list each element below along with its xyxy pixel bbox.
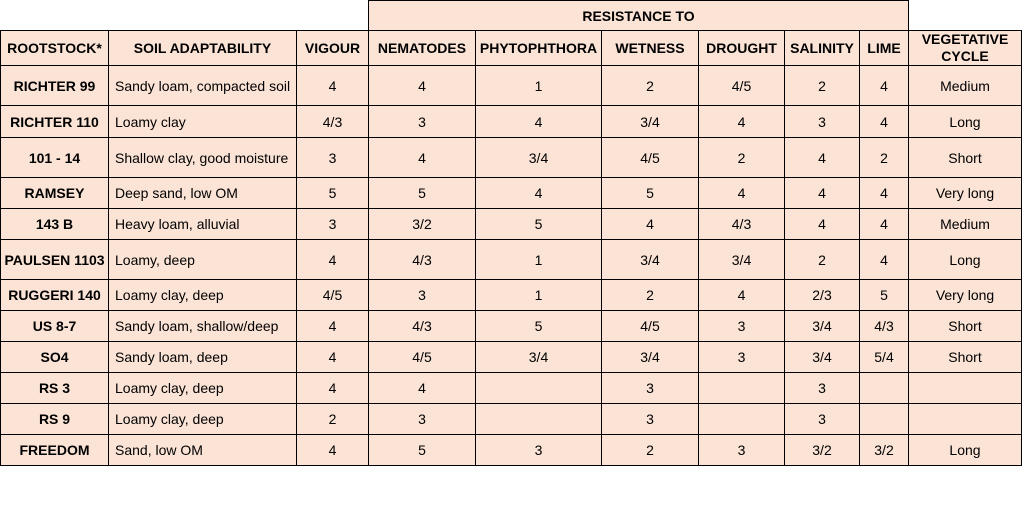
salinity-cell: 3/2: [785, 435, 860, 466]
drought-cell: [699, 373, 785, 404]
vigour-cell: 3: [297, 138, 369, 178]
salinity-cell: 2: [785, 66, 860, 106]
rootstock-cell: RICHTER 110: [1, 106, 109, 138]
rootstock-cell: RS 9: [1, 404, 109, 435]
rootstock-cell: 101 - 14: [1, 138, 109, 178]
wetness-cell: 5: [602, 178, 699, 209]
soil-adaptability-cell: Loamy clay, deep: [109, 280, 297, 311]
salinity-cell: 3/4: [785, 342, 860, 373]
lime-cell: 4: [860, 66, 909, 106]
soil-adaptability-cell: Shallow clay, good moisture: [109, 138, 297, 178]
phytophthora-cell: 3: [476, 435, 602, 466]
drought-cell: 4: [699, 178, 785, 209]
wetness-cell: 3/4: [602, 342, 699, 373]
vegetative-cycle-cell: Short: [909, 342, 1022, 373]
rootstock-cell: SO4: [1, 342, 109, 373]
lime-cell: [860, 373, 909, 404]
drought-cell: 3: [699, 342, 785, 373]
vigour-cell: 4: [297, 240, 369, 280]
salinity-cell: 3/4: [785, 311, 860, 342]
nematodes-cell: 3/2: [369, 209, 476, 240]
vegetative-cycle-cell: Medium: [909, 66, 1022, 106]
phytophthora-cell: 3/4: [476, 342, 602, 373]
soil-adaptability-cell: Loamy clay, deep: [109, 404, 297, 435]
phytophthora-cell: 4: [476, 178, 602, 209]
phytophthora-cell: [476, 373, 602, 404]
phytophthora-cell: 5: [476, 209, 602, 240]
phytophthora-cell: [476, 404, 602, 435]
rootstock-cell: RICHTER 99: [1, 66, 109, 106]
table-row: [1, 138, 1022, 178]
wetness-cell: 4/5: [602, 311, 699, 342]
nematodes-cell: 3: [369, 280, 476, 311]
group-header-row: [1, 1, 1022, 31]
vigour-cell: 4: [297, 342, 369, 373]
vigour-cell: 4: [297, 66, 369, 106]
soil-adaptability-cell: Loamy, deep: [109, 240, 297, 280]
table-row: [1, 342, 1022, 373]
lime-cell: 4: [860, 178, 909, 209]
vegetative-cycle-cell: Long: [909, 435, 1022, 466]
nematodes-cell: 5: [369, 178, 476, 209]
soil-adaptability-cell: Loamy clay, deep: [109, 373, 297, 404]
column-header-row: [1, 31, 1022, 66]
table-row: [1, 311, 1022, 342]
drought-cell: 3: [699, 435, 785, 466]
vegetative-cycle-cell: Long: [909, 106, 1022, 138]
wetness-cell: 2: [602, 280, 699, 311]
lime-cell: 2: [860, 138, 909, 178]
lime-cell: 4/3: [860, 311, 909, 342]
vegetative-cycle-cell: Short: [909, 311, 1022, 342]
drought-cell: 4: [699, 106, 785, 138]
vigour-cell: 4: [297, 373, 369, 404]
header-lime: LIME: [860, 31, 909, 66]
drought-cell: 4/5: [699, 66, 785, 106]
salinity-cell: 2/3: [785, 280, 860, 311]
vigour-cell: 3: [297, 209, 369, 240]
nematodes-cell: 3: [369, 106, 476, 138]
nematodes-cell: 4: [369, 66, 476, 106]
header-wetness: WETNESS: [602, 31, 699, 66]
vegetative-cycle-cell: Very long: [909, 178, 1022, 209]
wetness-cell: 3/4: [602, 240, 699, 280]
lime-cell: 3/2: [860, 435, 909, 466]
vegetative-cycle-cell: [909, 404, 1022, 435]
soil-adaptability-cell: Deep sand, low OM: [109, 178, 297, 209]
lime-cell: 5/4: [860, 342, 909, 373]
lime-cell: 5: [860, 280, 909, 311]
vigour-cell: 5: [297, 178, 369, 209]
wetness-cell: 4/5: [602, 138, 699, 178]
drought-cell: 4: [699, 280, 785, 311]
salinity-cell: 4: [785, 138, 860, 178]
vegetative-cycle-cell: Short: [909, 138, 1022, 178]
vegetative-cycle-cell: Medium: [909, 209, 1022, 240]
rootstock-cell: RS 3: [1, 373, 109, 404]
drought-cell: 4/3: [699, 209, 785, 240]
header-nematodes: NEMATODES: [369, 31, 476, 66]
table-row: [1, 240, 1022, 280]
header-drought: DROUGHT: [699, 31, 785, 66]
header-vegetative-cycle: VEGETATIVE CYCLE: [909, 31, 1022, 66]
group-header-spacer-right: [909, 1, 1022, 31]
vigour-cell: 4/3: [297, 106, 369, 138]
drought-cell: 3: [699, 311, 785, 342]
wetness-cell: 4: [602, 209, 699, 240]
soil-adaptability-cell: Sand, low OM: [109, 435, 297, 466]
salinity-cell: 3: [785, 404, 860, 435]
soil-adaptability-cell: Sandy loam, compacted soil: [109, 66, 297, 106]
lime-cell: 4: [860, 240, 909, 280]
salinity-cell: 3: [785, 106, 860, 138]
table-row: [1, 435, 1022, 466]
header-phytophthora: PHYTOPHTHORA: [476, 31, 602, 66]
rootstock-cell: PAULSEN 1103: [1, 240, 109, 280]
salinity-cell: 2: [785, 240, 860, 280]
vegetative-cycle-cell: Long: [909, 240, 1022, 280]
table-row: [1, 66, 1022, 106]
soil-adaptability-cell: Heavy loam, alluvial: [109, 209, 297, 240]
rootstock-cell: RUGGERI 140: [1, 280, 109, 311]
phytophthora-cell: 1: [476, 66, 602, 106]
vigour-cell: 4: [297, 435, 369, 466]
phytophthora-cell: 4: [476, 106, 602, 138]
group-header-spacer: [1, 1, 369, 31]
rootstock-cell: FREEDOM: [1, 435, 109, 466]
header-rootstock: ROOTSTOCK*: [1, 31, 109, 66]
nematodes-cell: 5: [369, 435, 476, 466]
drought-cell: 3/4: [699, 240, 785, 280]
header-salinity: SALINITY: [785, 31, 860, 66]
wetness-cell: 2: [602, 435, 699, 466]
nematodes-cell: 4/5: [369, 342, 476, 373]
vegetative-cycle-cell: Very long: [909, 280, 1022, 311]
vigour-cell: 4/5: [297, 280, 369, 311]
nematodes-cell: 4/3: [369, 311, 476, 342]
phytophthora-cell: 3/4: [476, 138, 602, 178]
wetness-cell: 3: [602, 404, 699, 435]
lime-cell: 4: [860, 209, 909, 240]
table-body: [1, 66, 1022, 466]
vegetative-cycle-cell: [909, 373, 1022, 404]
table-row: [1, 209, 1022, 240]
phytophthora-cell: 1: [476, 280, 602, 311]
lime-cell: [860, 404, 909, 435]
soil-adaptability-cell: Sandy loam, shallow/deep: [109, 311, 297, 342]
nematodes-cell: 4: [369, 373, 476, 404]
salinity-cell: 4: [785, 178, 860, 209]
salinity-cell: 4: [785, 209, 860, 240]
rootstock-cell: 143 B: [1, 209, 109, 240]
table-row: [1, 373, 1022, 404]
rootstock-cell: RAMSEY: [1, 178, 109, 209]
table-row: [1, 404, 1022, 435]
table-row: [1, 178, 1022, 209]
wetness-cell: 2: [602, 66, 699, 106]
lime-cell: 4: [860, 106, 909, 138]
nematodes-cell: 4: [369, 138, 476, 178]
vigour-cell: 4: [297, 311, 369, 342]
table-row: [1, 106, 1022, 138]
rootstock-cell: US 8-7: [1, 311, 109, 342]
header-soil-adaptability: SOIL ADAPTABILITY: [109, 31, 297, 66]
phytophthora-cell: 1: [476, 240, 602, 280]
phytophthora-cell: 5: [476, 311, 602, 342]
soil-adaptability-cell: Sandy loam, deep: [109, 342, 297, 373]
wetness-cell: 3/4: [602, 106, 699, 138]
header-vigour: VIGOUR: [297, 31, 369, 66]
nematodes-cell: 3: [369, 404, 476, 435]
wetness-cell: 3: [602, 373, 699, 404]
vigour-cell: 2: [297, 404, 369, 435]
table-row: [1, 280, 1022, 311]
drought-cell: [699, 404, 785, 435]
resistance-group-header: RESISTANCE TO: [369, 1, 909, 31]
nematodes-cell: 4/3: [369, 240, 476, 280]
soil-adaptability-cell: Loamy clay: [109, 106, 297, 138]
salinity-cell: 3: [785, 373, 860, 404]
drought-cell: 2: [699, 138, 785, 178]
